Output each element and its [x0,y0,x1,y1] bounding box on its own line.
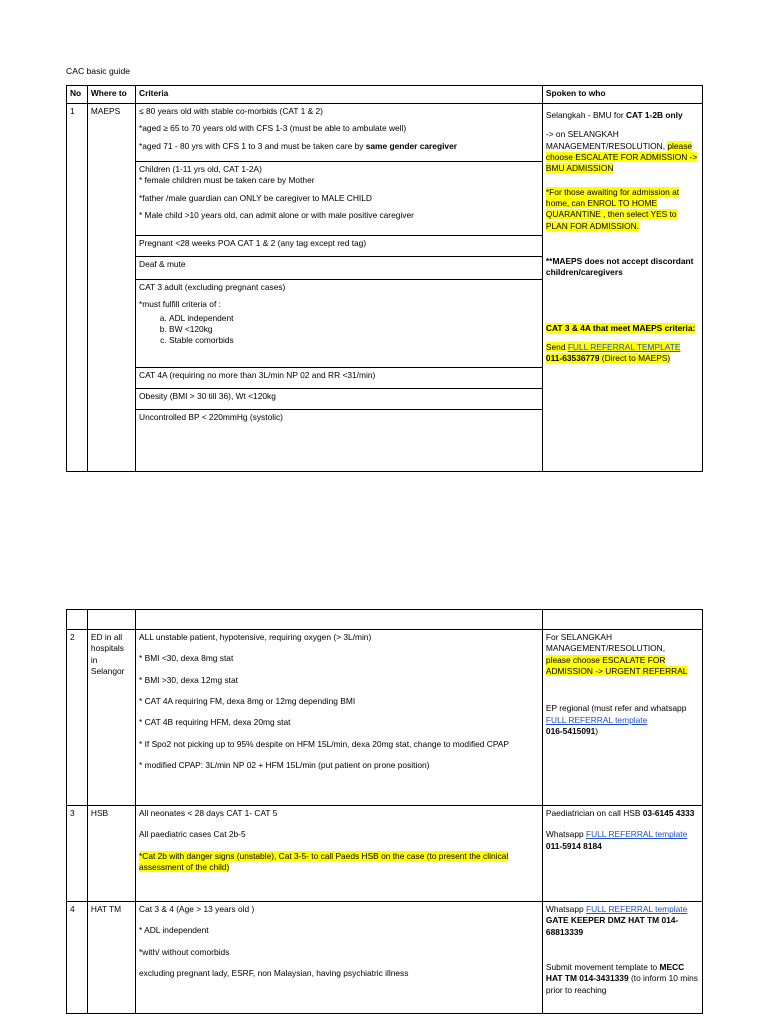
criteria-line: ALL unstable patient, hypotensive, requiring oxygen (> 3L/min) [139,632,372,642]
spoken-highlight: *For those awaiting for admission at home, can ENROL TO HOME QUARANTINE , then select YES to PLAN FOR ADMISSION. [545,186,680,231]
row-where-to: ED in all hospitals in Selangor [87,630,135,806]
criteria-cell [136,630,543,806]
spoken-line: EP regional (must refer and whatsapp FULL REFERRAL template 016-5415091) [545,703,687,737]
table-row-hsb [67,806,703,902]
criteria-line: * modified CPAP: 3L/min NP 02 + HFM 15L/min (put patient on prone position) [139,760,430,771]
criteria-sublist [139,313,539,347]
criteria-block-bp [136,409,542,426]
criteria-line: *must fulfill criteria of : [139,299,221,310]
full-referral-template-link[interactable]: FULL REFERRAL TEMPLATE [567,342,681,353]
spoken-line: Submit movement template to MECC HAT TM 014-3431339 (to inform 10 mins prior to reaching [545,962,698,995]
table-row-hat-tm [67,902,703,1014]
spoken-to-who-cell [542,104,702,472]
criteria-line: * CAT 4A requiring FM, dexa 8mg or 12mg depending BMI [139,696,356,707]
criteria-highlight: *Cat 2b with danger signs (unstable), Cat 3-5- to call Paeds HSB on the case (to present the clinical assessment of the child) [139,850,509,873]
criteria-line: *father /male guardian can ONLY be caregiver to MALE CHILD [139,192,372,203]
cac-guide-table-page2 [66,609,703,1014]
document-title: CAC basic guide [66,66,131,76]
criteria-line: Cat 3 & 4 (Age > 13 years old ) [139,904,255,914]
full-referral-template-link[interactable]: FULL REFERRAL template [545,714,648,725]
criteria-block-cat3 [136,279,542,367]
spoken-to-who-cell [542,902,702,1014]
criteria-cell [136,902,543,1014]
spoken-line: For SELANGKAH MANAGEMENT/RESOLUTION, please choose ESCALATE FOR ADMISSION -> URGENT REFERRAL [545,632,688,677]
criteria-line: Uncontrolled BP < 220mmHg (systolic) [139,412,283,422]
criteria-block-obesity [136,388,542,409]
criteria-line: CAT 4A (requiring no more than 3L/min NP 02 and RR <31/min) [139,370,376,380]
criteria-line: * ADL independent [139,925,209,936]
spoken-note: **MAEPS does not accept discordant children/caregivers [545,256,694,278]
table-row-maeps [67,104,703,472]
criteria-line: * CAT 4B requiring HFM, dexa 20mg stat [139,717,291,728]
spoken-highlight: CAT 3 & 4A that meet MAEPS criteria: [545,322,696,333]
spoken-line: -> on SELANGKAH MANAGEMENT/RESOLUTION, please choose ESCALATE FOR ADMISSION -> BMU ADMISSION [545,129,698,174]
criteria-line: ≤ 80 years old with stable co-morbids (CAT 1 & 2) [139,106,323,116]
criteria-line: Obesity (BMI > 30 till 36), Wt <120kg [139,391,276,401]
criteria-line: *aged ≥ 65 to 70 years old with CFS 1-3 (must be able to ambulate well) [139,123,407,134]
header-spoken-to-who: Spoken to who [542,86,702,104]
criteria-line: Pregnant <28 weeks POA CAT 1 & 2 (any tag except red tag) [139,238,367,248]
criteria-line: * BMI >30, dexa 12mg stat [139,674,238,685]
criteria-line: All neonates < 28 days CAT 1- CAT 5 [139,808,278,818]
criteria-line: *aged 71 - 80 yrs with CFS 1 to 3 and must be taken care by same gender caregiver [139,140,457,151]
criteria-line: CAT 3 adult (excluding pregnant cases) [139,282,286,292]
spoken-to-who-cell [542,806,702,902]
criteria-block-cat4a [136,367,542,388]
criteria-line: *with/ without comorbids [139,946,230,957]
list-item: a. ADL independent [169,313,539,324]
criteria-block-pregnant [136,235,542,256]
header-criteria: Criteria [136,86,543,104]
cac-guide-table-page1 [66,85,703,472]
spoken-line: Whatsapp FULL REFERRAL template 011-5914 8184 [545,829,688,851]
row-number: 4 [67,902,88,1014]
table-header-row [67,86,703,104]
spoken-to-who-cell [542,630,702,806]
table-empty-header-row [67,610,703,630]
spoken-line: Selangkah - BMU for CAT 1-2B only [545,110,683,120]
criteria-cell [136,104,543,472]
row-number: 2 [67,630,88,806]
table-row-ed [67,630,703,806]
row-where-to: MAEPS [87,104,135,472]
criteria-line: All paediatric cases Cat 2b-5 [139,829,246,840]
criteria-line: * Male child >10 years old, can admit alone or with male positive caregiver [139,210,414,221]
criteria-block-children [136,161,542,235]
full-referral-template-link[interactable]: FULL REFERRAL template [585,904,688,914]
row-number: 1 [67,104,88,472]
spoken-line: Send FULL REFERRAL TEMPLATE 011-63536779 (Direct to MAEPS) [545,342,681,364]
criteria-cell [136,806,543,902]
row-where-to: HAT TM [87,902,135,1014]
row-where-to: HSB [87,806,135,902]
criteria-line: excluding pregnant lady, ESRF, non Malaysian, having psychiatric illness [139,968,409,979]
full-referral-template-link[interactable]: FULL REFERRAL template [585,829,688,840]
criteria-line: * BMI <30, dexa 8mg stat [139,653,234,664]
criteria-block-deaf-mute [136,256,542,279]
criteria-block-adults [136,104,542,161]
row-number: 3 [67,806,88,902]
list-item: c. Stable comorbids [169,335,539,346]
criteria-line: * female children must be taken care by Mother [139,175,315,186]
criteria-line: Children (1-11 yrs old, CAT 1-2A) [139,164,262,174]
header-where-to: Where to [87,86,135,104]
header-no: No [67,86,88,104]
criteria-line: Deaf & mute [139,259,186,269]
list-item: b. BW <120kg [169,324,539,335]
spoken-line: Whatsapp FULL REFERRAL template GATE KEEPER DMZ HAT TM 014-68813339 [545,904,688,937]
criteria-line: * If Spo2 not picking up to 95% despite on HFM 15L/min, dexa 20mg stat, change to modified CPAP [139,738,509,749]
spoken-line: Paediatrician on call HSB 03-6145 4333 [545,808,695,818]
